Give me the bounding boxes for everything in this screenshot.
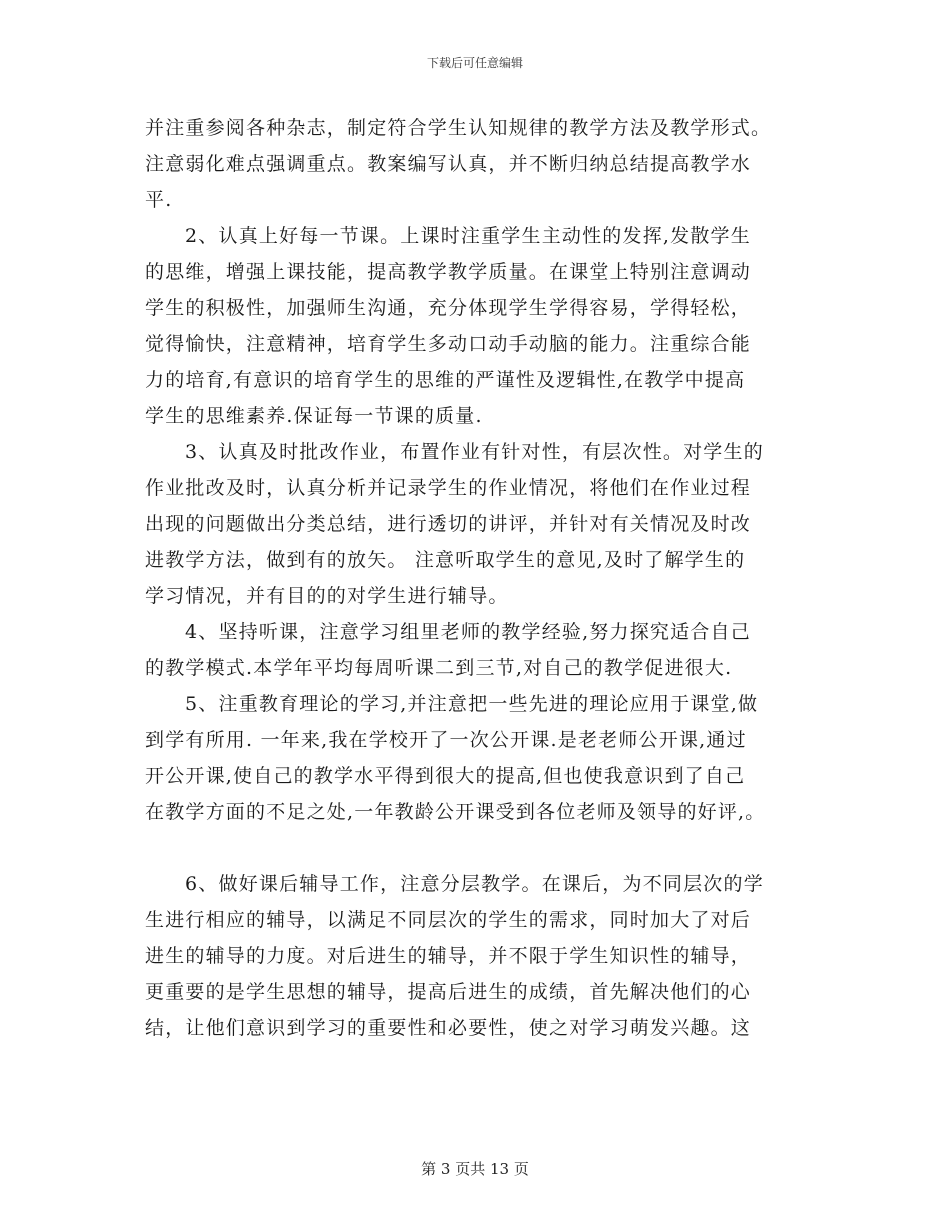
paragraph-6-start: 6、做好课后辅导工作，注意分层教学。在课后，为不同层次的学 <box>185 873 764 895</box>
text-line: 作业批改及时，认真分析并记录学生的作业情况，将他们在作业过程 <box>145 477 752 499</box>
paragraph-2-start: 2、认真上好每一节课。上课时注重学生主动性的发挥,发散学生 <box>185 225 751 247</box>
paragraph-4-start: 4、坚持听课，注意学习组里老师的教学经验,努力探究适合自己 <box>185 621 751 643</box>
text-line: 到学有所用. 一年来,我在学校开了一次公开课.是老老师公开课,通过 <box>145 729 747 751</box>
page-number: 第 3 页共 13 页 <box>421 1160 529 1178</box>
text-line: 的思维，增强上课技能，提高教学教学质量。在课堂上特别注意调动 <box>145 261 752 283</box>
text-line: 力的培育,有意识的培育学生的思维的严谨性及逻辑性,在教学中提高 <box>145 369 746 391</box>
text-line: 平. <box>145 189 173 211</box>
document-body <box>145 110 805 1046</box>
text-line: 的教学模式.本学年平均每周听课二到三节,对自己的教学促进很大. <box>145 657 733 679</box>
text-line: 开公开课,使自己的教学水平得到很大的提高,但也使我意识到了自己 <box>145 765 746 787</box>
page-header: 下载后可任意编辑 <box>426 56 523 70</box>
paragraph-5-start: 5、注重教育理论的学习,并注意把一些先进的理论应用于课堂,做 <box>185 693 759 715</box>
text-line: 学生的思维素养.保证每一节课的质量. <box>145 405 483 427</box>
text-line: 注意弱化难点强调重点。教案编写认真，并不断归纳总结提高教学水 <box>145 153 752 175</box>
text-line: 出现的问题做出分类总结，进行透切的讲评，并针对有关情况及时改 <box>145 513 752 535</box>
text-line: 更重要的是学生思想的辅导，提高后进生的成绩，首先解决他们的心 <box>145 981 752 1003</box>
text-line: 觉得愉快，注意精神，培育学生多动口动手动脑的能力。注重综合能 <box>145 333 752 355</box>
text-line: 学生的积极性，加强师生沟通，充分体现学生学得容易，学得轻松， <box>145 297 752 319</box>
text-line: 进教学方法，做到有的放矢。 注意听取学生的意见,及时了解学生的 <box>145 549 746 571</box>
paragraph-3-start: 3、认真及时批改作业，布置作业有针对性，有层次性。对学生的 <box>185 441 764 463</box>
text-line: 生进行相应的辅导，以满足不同层次的学生的需求，同时加大了对后 <box>145 909 752 931</box>
text-line: 并注重参阅各种杂志，制定符合学生认知规律的教学方法及教学形式。 <box>145 117 772 139</box>
text-line: 学习情况，并有目的的对学生进行辅导。 <box>145 585 509 607</box>
text-line: 在教学方面的不足之处,一年教龄公开课受到各位老师及领导的好评,。 <box>145 801 766 823</box>
paragraph-spacer <box>145 830 805 866</box>
text-line: 结，让他们意识到学习的重要性和必要性，使之对学习萌发兴趣。这 <box>145 1017 752 1039</box>
text-line: 进生的辅导的力度。对后进生的辅导，并不限于学生知识性的辅导， <box>145 945 752 967</box>
